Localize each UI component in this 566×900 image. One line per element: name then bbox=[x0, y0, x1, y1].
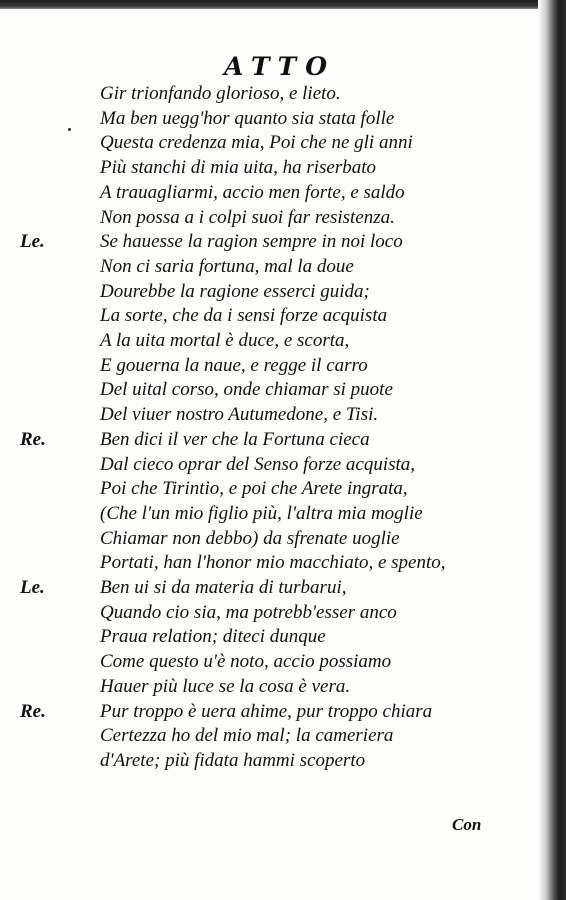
verse-line: Ma ben uegg'hor quanto sia stata folle bbox=[100, 108, 395, 129]
speaker-label: Le. bbox=[20, 231, 45, 252]
verse-line: Portati, han l'honor mio macchiato, e spento, bbox=[100, 552, 446, 573]
verse-line: Ben ui si da materia di turbarui, bbox=[100, 577, 347, 598]
verse-line: A la uita mortal è duce, e scorta, bbox=[100, 330, 350, 351]
verse-line: E gouerna la naue, e regge il carro bbox=[100, 355, 368, 376]
catchword: Con bbox=[452, 815, 482, 834]
verse-line: Certezza ho del mio mal; la cameriera bbox=[100, 725, 394, 746]
speaker-label: Re. bbox=[20, 429, 46, 450]
spine-shadow bbox=[538, 0, 566, 900]
verse-line: Hauer più luce se la cosa è vera. bbox=[100, 676, 351, 697]
verse-line: Dourebbe la ragione esserci guida; bbox=[100, 281, 370, 302]
verse-line: Chiamar non debbo) da sfrenate uoglie bbox=[100, 528, 400, 549]
ink-mark bbox=[68, 128, 71, 131]
verse-line: A trauagliarmi, accio men forte, e saldo bbox=[100, 182, 405, 203]
verse-line: Questa credenza mia, Poi che ne gli anni bbox=[100, 132, 413, 153]
verse-line: Praua relation; diteci dunque bbox=[100, 626, 326, 647]
verse-line: Quando cio sia, ma potrebb'esser anco bbox=[100, 602, 397, 623]
speaker-label: Re. bbox=[20, 701, 46, 722]
verse-line: Poi che Tirintio, e poi che Arete ingrata, bbox=[100, 478, 408, 499]
verse-line: Pur troppo è uera ahime, pur troppo chiara bbox=[100, 701, 433, 722]
verse-line: Ben dici il ver che la Fortuna cieca bbox=[100, 429, 370, 450]
speaker-label: Le. bbox=[20, 577, 45, 598]
verse-line: Più stanchi di mia uita, ha riserbato bbox=[100, 157, 377, 178]
verse-line: Dal cieco oprar del Senso forze acquista, bbox=[100, 454, 416, 475]
verse-line: La sorte, che da i sensi forze acquista bbox=[100, 305, 388, 326]
running-head: ATTO bbox=[223, 52, 337, 81]
verse-line: Del uital corso, onde chiamar si puote bbox=[100, 379, 393, 400]
verse-line: d'Arete; più fidata hammi scoperto bbox=[100, 750, 366, 771]
verse-line: Se hauesse la ragion sempre in noi loco bbox=[100, 231, 403, 252]
verse-line: Non possa a i colpi suoi far resistenza. bbox=[100, 207, 395, 228]
verse-line: (Che l'un mio figlio più, l'altra mia moglie bbox=[100, 503, 423, 524]
page-top-edge bbox=[0, 0, 566, 9]
verse-line: Come questo u'è noto, accio possiamo bbox=[100, 651, 392, 672]
verse-line: Del viuer nostro Autumedone, e Tisi. bbox=[100, 404, 379, 425]
verse-line: Non ci saria fortuna, mal la doue bbox=[100, 256, 354, 277]
verse-line: Gir trionfando glorioso, e lieto. bbox=[100, 83, 341, 104]
